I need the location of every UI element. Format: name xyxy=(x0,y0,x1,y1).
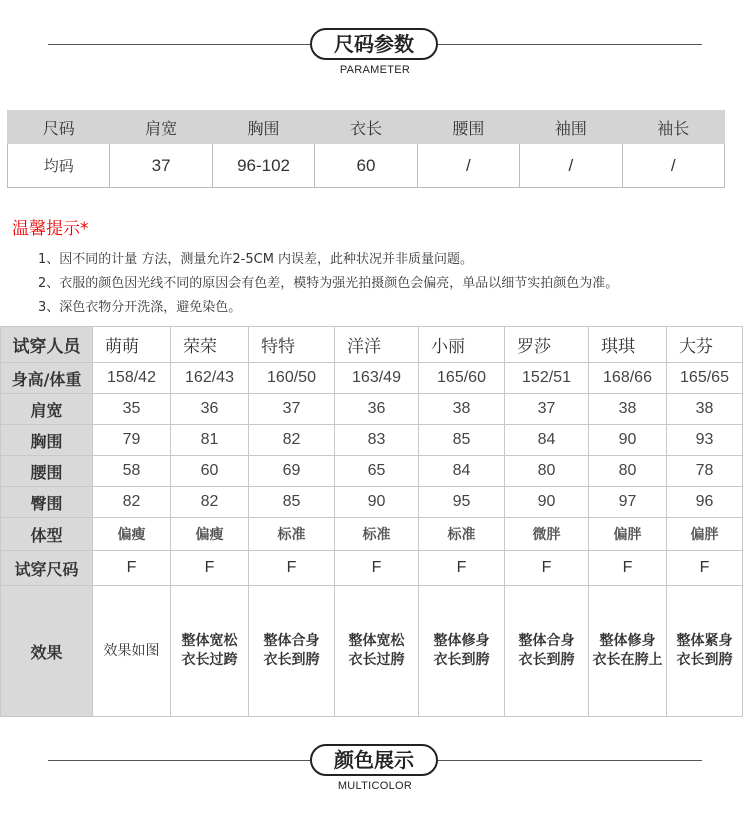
table-cell: 大芬 xyxy=(667,327,743,363)
table-cell: 82 xyxy=(171,487,249,518)
table-cell: 158/42 xyxy=(93,363,171,394)
table-cell: 85 xyxy=(419,425,505,456)
size-header-cell: 胸围 xyxy=(212,111,314,144)
table-cell: 97 xyxy=(589,487,667,518)
table-cell xyxy=(589,586,667,717)
table-cell: F xyxy=(171,551,249,586)
table-cell: F xyxy=(419,551,505,586)
table-cell: 38 xyxy=(419,394,505,425)
table-cell xyxy=(667,586,743,717)
table-cell: 标准 xyxy=(419,518,505,551)
table-cell: 萌萌 xyxy=(93,327,171,363)
fitting-report-table xyxy=(0,326,743,717)
table-cell: 35 xyxy=(93,394,171,425)
row-label: 试穿人员 xyxy=(1,327,93,363)
table-cell: 36 xyxy=(335,394,419,425)
table-cell: 168/66 xyxy=(589,363,667,394)
effect-line: 衣长到胯 xyxy=(433,652,490,668)
effect-line: 整体合身 xyxy=(263,633,320,649)
size-value-cell: / xyxy=(520,144,622,188)
table-cell: 152/51 xyxy=(505,363,589,394)
table-cell: 80 xyxy=(505,456,589,487)
section-subtitle: MULTICOLOR xyxy=(337,780,413,792)
size-header-cell: 腰围 xyxy=(417,111,519,144)
table-cell: F xyxy=(249,551,335,586)
table-cell xyxy=(419,586,505,717)
height-weight-row xyxy=(1,363,743,394)
table-cell: 83 xyxy=(335,425,419,456)
table-cell: 标准 xyxy=(249,518,335,551)
table-cell: 90 xyxy=(505,487,589,518)
table-cell xyxy=(93,586,171,717)
waist-row xyxy=(1,456,743,487)
divider-line xyxy=(436,44,702,45)
shoulder-row xyxy=(1,394,743,425)
table-cell: 小丽 xyxy=(419,327,505,363)
effect-row xyxy=(1,586,743,717)
effect-line: 衣长在胯上 xyxy=(592,652,663,668)
table-cell xyxy=(505,586,589,717)
size-header-cell: 肩宽 xyxy=(110,111,212,144)
size-header-cell: 袖长 xyxy=(622,111,724,144)
table-cell: 特特 xyxy=(249,327,335,363)
row-label: 胸围 xyxy=(1,425,93,456)
table-cell: 162/43 xyxy=(171,363,249,394)
table-cell: 85 xyxy=(249,487,335,518)
body-type-row xyxy=(1,518,743,551)
size-value-cell: / xyxy=(417,144,519,188)
size-header-cell: 尺码 xyxy=(8,111,110,144)
table-cell: 58 xyxy=(93,456,171,487)
table-cell: F xyxy=(93,551,171,586)
size-value-cell: 60 xyxy=(315,144,417,188)
row-label: 臀围 xyxy=(1,487,93,518)
table-cell: 37 xyxy=(505,394,589,425)
table-cell: 93 xyxy=(667,425,743,456)
table-cell: F xyxy=(335,551,419,586)
row-label: 身高/体重 xyxy=(1,363,93,394)
table-cell: F xyxy=(505,551,589,586)
table-cell: 96 xyxy=(667,487,743,518)
table-cell: 165/65 xyxy=(667,363,743,394)
size-parameter-table xyxy=(7,110,725,188)
table-cell: 82 xyxy=(93,487,171,518)
row-label: 肩宽 xyxy=(1,394,93,425)
table-cell: 84 xyxy=(419,456,505,487)
section-subtitle: PARAMETER xyxy=(339,64,411,76)
table-cell: 90 xyxy=(335,487,419,518)
effect-line: 衣长过跨 xyxy=(181,652,238,668)
tips-title: 温馨提示* xyxy=(12,219,89,239)
table-cell: 38 xyxy=(667,394,743,425)
table-cell: 165/60 xyxy=(419,363,505,394)
table-cell xyxy=(335,586,419,717)
tip-line: 2、衣服的颜色因光线不同的原因会有色差，模特为强光拍摄颜色会偏亮，单品以细节实拍颜色为准。 xyxy=(38,276,619,291)
table-cell: 偏胖 xyxy=(667,518,743,551)
row-label: 腰围 xyxy=(1,456,93,487)
table-cell: F xyxy=(667,551,743,586)
size-table-header-row xyxy=(8,111,725,144)
table-cell: 90 xyxy=(589,425,667,456)
table-cell: 79 xyxy=(93,425,171,456)
size-header-cell: 袖围 xyxy=(520,111,622,144)
effect-line: 衣长到胯 xyxy=(676,652,733,668)
row-label: 体型 xyxy=(1,518,93,551)
table-cell xyxy=(249,586,335,717)
effect-line: 衣长到胯 xyxy=(518,652,575,668)
table-cell: 37 xyxy=(249,394,335,425)
table-cell: 36 xyxy=(171,394,249,425)
table-cell: 69 xyxy=(249,456,335,487)
effect-line: 整体宽松 xyxy=(348,633,405,649)
table-cell: 偏瘦 xyxy=(93,518,171,551)
tips-list xyxy=(38,248,618,320)
table-cell: 标准 xyxy=(335,518,419,551)
table-cell: 荣荣 xyxy=(171,327,249,363)
section-title: 尺码参数 xyxy=(310,28,438,60)
effect-line: 整体宽松 xyxy=(181,633,238,649)
table-cell: 65 xyxy=(335,456,419,487)
row-label: 效果 xyxy=(1,586,93,717)
size-value-cell: / xyxy=(622,144,724,188)
table-cell: F xyxy=(589,551,667,586)
table-cell: 偏瘦 xyxy=(171,518,249,551)
effect-line: 衣长过胯 xyxy=(348,652,405,668)
table-cell: 罗莎 xyxy=(505,327,589,363)
effect-line: 整体合身 xyxy=(518,633,575,649)
table-cell: 78 xyxy=(667,456,743,487)
effect-line: 衣长到胯 xyxy=(263,652,320,668)
table-cell: 80 xyxy=(589,456,667,487)
table-cell: 偏胖 xyxy=(589,518,667,551)
row-label: 试穿尺码 xyxy=(1,551,93,586)
size-value-cell: 37 xyxy=(110,144,212,188)
tip-line: 1、因不同的计量 方法，测量允许2-5CM 内误差，此种状况并非质量问题。 xyxy=(38,252,474,267)
section-header-parameter xyxy=(0,24,750,84)
table-cell: 微胖 xyxy=(505,518,589,551)
table-cell: 38 xyxy=(589,394,667,425)
table-cell xyxy=(171,586,249,717)
divider-line xyxy=(48,44,316,45)
hip-row xyxy=(1,487,743,518)
size-header-cell: 衣长 xyxy=(315,111,417,144)
divider-line xyxy=(436,760,702,761)
tester-name-row xyxy=(1,327,743,363)
table-cell: 82 xyxy=(249,425,335,456)
table-cell: 95 xyxy=(419,487,505,518)
size-value-cell: 均码 xyxy=(8,144,110,188)
table-cell: 81 xyxy=(171,425,249,456)
effect-line: 效果如图 xyxy=(103,642,160,659)
effect-line: 整体修身 xyxy=(433,633,490,649)
trial-size-row xyxy=(1,551,743,586)
table-cell: 160/50 xyxy=(249,363,335,394)
table-cell: 洋洋 xyxy=(335,327,419,363)
effect-line: 整体修身 xyxy=(599,633,656,649)
section-header-multicolor xyxy=(0,740,750,800)
table-cell: 琪琪 xyxy=(589,327,667,363)
table-cell: 84 xyxy=(505,425,589,456)
section-title: 颜色展示 xyxy=(310,744,438,776)
table-cell: 60 xyxy=(171,456,249,487)
divider-line xyxy=(48,760,316,761)
table-cell: 163/49 xyxy=(335,363,419,394)
tip-line: 3、深色衣物分开洗涤，避免染色。 xyxy=(38,300,242,315)
effect-line: 整体紧身 xyxy=(676,633,733,649)
size-table-row xyxy=(8,144,725,188)
chest-row xyxy=(1,425,743,456)
size-value-cell: 96-102 xyxy=(212,144,314,188)
